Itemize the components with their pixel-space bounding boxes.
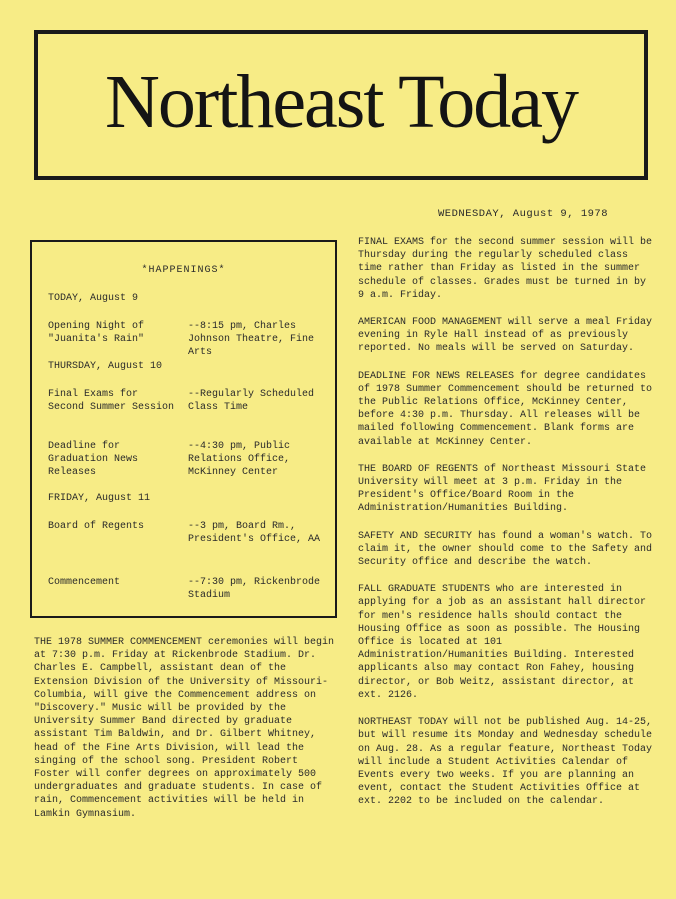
article-board-of-regents: THE BOARD OF REGENTS of Northeast Missouri State University will meet at 3 p.m. Friday in the President's Office/Board Room in the Administration/Humanities Building. xyxy=(358,463,647,515)
masthead-box xyxy=(34,30,648,180)
event-detail: --8:15 pm, Charles Johnson Theatre, Fine Arts xyxy=(188,321,315,358)
right-column xyxy=(358,236,658,823)
happenings-box xyxy=(30,240,337,618)
event-name: Commencement xyxy=(48,577,121,588)
article-graduate-students: FALL GRADUATE STUDENTS who are interested in applying for a job as an assistant hall director for men's residence halls should contact the Housing Office as soon as possible. The Housing Office is located at 101 Administration/Humanities Building. Interested applicants also may contact Ron Fahey, housing director, or Bob Weitz, assistant director, at ext. 2126. xyxy=(358,584,647,701)
dateline: WEDNESDAY, August 9, 1978 xyxy=(438,208,609,220)
event-detail: --4:30 pm, Public Relations Office, McKinney Center xyxy=(188,441,291,478)
day-heading: FRIDAY, August 11 xyxy=(48,493,151,504)
event-name: Board of Regents xyxy=(48,521,145,532)
event-detail: --Regularly Scheduled Class Time xyxy=(188,389,315,413)
article-food-service: AMERICAN FOOD MANAGEMENT will serve a meal Friday evening in Ryle Hall instead of as previously reported. No meals will be served on Saturday. xyxy=(358,317,653,355)
article-lost-watch: SAFETY AND SECURITY has found a woman's watch. To claim it, the owner should come to the Safety and Security office and describe the watch. xyxy=(358,530,653,569)
event-name: Final Exams for Second Summer Session xyxy=(48,389,175,413)
day-heading: THURSDAY, August 10 xyxy=(48,361,163,372)
article-final-exams: FINAL EXAMS for the second summer session will be Thursday during the regularly scheduled class time rather than Friday as listed in the summer schedule of classes. Grades must be turned in by 9 a.m. Friday. xyxy=(358,237,653,301)
left-column xyxy=(34,636,340,821)
event-detail: --7:30 pm, Rickenbrode Stadium xyxy=(188,577,321,601)
article-commencement: THE 1978 SUMMER COMMENCEMENT ceremonies will begin at 7:30 p.m. Friday at Rickenbrode Stadium. Dr. Charles E. Campbell, assistant dean of the Extension Division of the University of Missouri-Columbia, will give the Commencement address on "Discovery." Music will be provided by the University Summer Band directed by graduate assistant Tim Baldwin, and Dr. Gilbert Whitney, head of the Fine Arts Division, will lead the singing of the school song. President Robert Foster will confer degrees on approximately 500 undergraduates and graduate students. In case of rain, Commencement activities will be held in Lamkin Gymnasium. xyxy=(34,637,335,820)
article-publication-schedule: NORTHEAST TODAY will not be published Aug. 14-25, but will resume its Monday and Wednesday schedule on Aug. 28. As a regular feature, Northeast Today will include a Student Activities Calendar of Events every two weeks. If you are planning an event, contact the Student Activities Office at ext. 2202 to be included on the calendar. xyxy=(358,717,653,808)
day-heading: TODAY, August 9 xyxy=(48,293,139,304)
masthead-title: Northeast Today xyxy=(105,60,577,144)
event-name: Deadline for Graduation News Releases xyxy=(48,441,139,478)
event-name: Opening Night of "Juanita's Rain" xyxy=(48,321,145,345)
article-news-deadline: DEADLINE FOR NEWS RELEASES for degree candidates of 1978 Summer Commencement should be returned to the Public Relations Office, McKinney Center, before 4:30 p.m. Thursday. All releases will be mailed following Commencement. Blank forms are available at McKinney Center. xyxy=(358,370,653,448)
happenings-title: *HAPPENINGS* xyxy=(141,265,226,276)
event-detail: --3 pm, Board Rm., President's Office, AA xyxy=(188,521,321,545)
